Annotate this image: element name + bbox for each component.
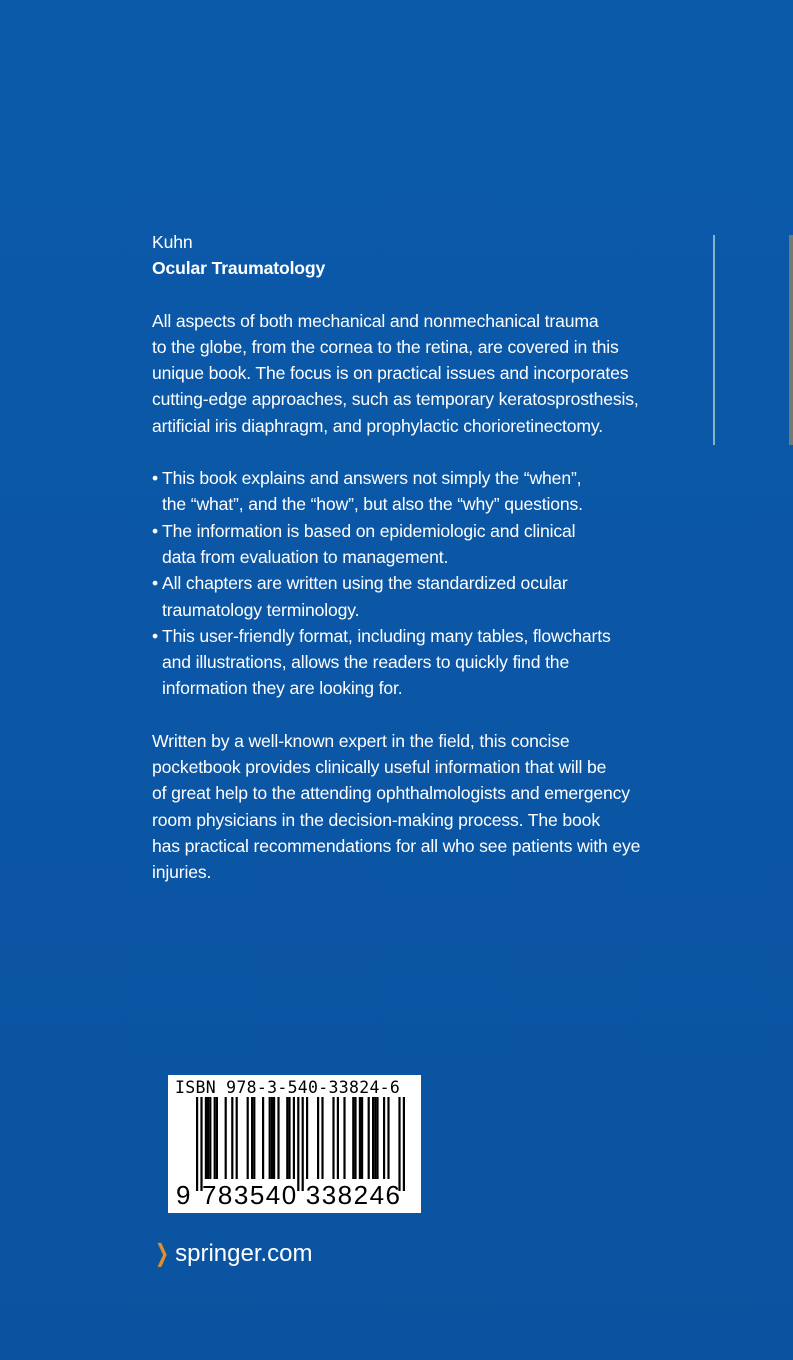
closing-line: pocketbook provides clinically useful information that will be bbox=[152, 757, 607, 778]
barcode-bar bbox=[354, 1097, 356, 1179]
book-title: Ocular Traumatology bbox=[152, 258, 326, 279]
barcode-bar bbox=[361, 1097, 363, 1179]
publisher-link[interactable] bbox=[152, 1238, 313, 1270]
barcode-bar bbox=[372, 1097, 374, 1179]
isbn-label: ISBN 978-3-540-33824-6 bbox=[175, 1078, 401, 1097]
barcode-bar bbox=[288, 1097, 290, 1179]
barcode-guard-bar bbox=[403, 1097, 405, 1191]
blurb-text-block bbox=[152, 229, 642, 886]
barcode-bar bbox=[209, 1097, 211, 1179]
intro-line: All aspects of both mechanical and nonmechanical trauma bbox=[152, 310, 599, 331]
barcode-bar bbox=[317, 1097, 319, 1179]
intro-paragraph bbox=[152, 308, 642, 439]
intro-line: unique book. The focus is on practical issues and incorporates bbox=[152, 363, 629, 384]
barcode-bar bbox=[321, 1097, 323, 1179]
barcode-bar bbox=[273, 1097, 275, 1179]
closing-paragraph bbox=[152, 728, 642, 886]
isbn-barcode bbox=[168, 1075, 421, 1213]
ean-digits bbox=[176, 1180, 402, 1211]
spine-divider bbox=[713, 235, 715, 445]
bullet-item: • This user-friendly format, including many tables, flowcharts and illustrations, allows the readers to quickly find the information they are looking for. bbox=[152, 623, 642, 702]
barcode-guard-bar bbox=[196, 1097, 198, 1191]
closing-line: Written by a well-known expert in the field, this concise bbox=[152, 730, 570, 751]
chevron-right-icon: ❯ bbox=[155, 1240, 170, 1267]
barcode-bar bbox=[207, 1097, 209, 1179]
barcode-bar bbox=[359, 1097, 361, 1179]
intro-line: cutting-edge approaches, such as temporary keratosprosthesis, bbox=[152, 389, 639, 410]
ean-left-group: 783540 bbox=[201, 1180, 298, 1210]
barcode-bar bbox=[293, 1097, 295, 1179]
bullet-item: • All chapters are written using the standardized ocular traumatology terminology. bbox=[152, 570, 642, 623]
cover-edge-stripe bbox=[789, 235, 793, 445]
barcode-bar bbox=[387, 1097, 389, 1179]
barcode-bar bbox=[253, 1097, 255, 1179]
barcode-bar bbox=[225, 1097, 227, 1179]
barcode-bar bbox=[231, 1097, 233, 1179]
barcode-guard-bar bbox=[302, 1097, 304, 1191]
barcode-bar bbox=[251, 1097, 253, 1179]
barcode-bar bbox=[247, 1097, 249, 1179]
barcode-guard-bar bbox=[398, 1097, 400, 1191]
barcode-guard-bar bbox=[200, 1097, 202, 1191]
barcode-bar bbox=[376, 1097, 378, 1179]
barcode-bar bbox=[352, 1097, 354, 1179]
feature-bullet-list bbox=[152, 465, 642, 702]
barcode-bar bbox=[286, 1097, 288, 1179]
barcode-guard-bar bbox=[297, 1097, 299, 1191]
barcode-bar bbox=[277, 1097, 279, 1179]
barcode-bar bbox=[262, 1097, 264, 1179]
publisher-url: springer.com bbox=[175, 1240, 313, 1267]
barcode-bar bbox=[343, 1097, 345, 1179]
closing-line: room physicians in the decision-making process. The book bbox=[152, 809, 600, 830]
intro-line: artificial iris diaphragm, and prophylactic chorioretinectomy. bbox=[152, 415, 603, 436]
closing-line: has practical recommendations for all who see patients with eye bbox=[152, 835, 641, 856]
bullet-item: • This book explains and answers not simply the “when”, the “what”, and the “how”, but also the “why” questions. bbox=[152, 465, 642, 518]
barcode-bar bbox=[306, 1097, 308, 1179]
barcode-bar bbox=[269, 1097, 271, 1179]
barcode-bar bbox=[236, 1097, 238, 1179]
barcode-bar bbox=[214, 1097, 216, 1179]
bullet-item: • The information is based on epidemiologic and clinical data from evaluation to management. bbox=[152, 518, 642, 571]
barcode-bar bbox=[374, 1097, 376, 1179]
barcode-bar bbox=[383, 1097, 385, 1179]
barcode-bar bbox=[205, 1097, 207, 1179]
closing-line: injuries. bbox=[152, 862, 212, 883]
barcode-bar bbox=[368, 1097, 370, 1179]
barcode-bar bbox=[216, 1097, 218, 1179]
ean-first-digit: 9 bbox=[176, 1180, 192, 1210]
barcode-bar bbox=[332, 1097, 334, 1179]
barcode-bar bbox=[337, 1097, 339, 1179]
closing-line: of great help to the attending ophthalmologists and emergency bbox=[152, 783, 630, 804]
barcode-bar bbox=[271, 1097, 273, 1179]
ean-right-group: 338246 bbox=[305, 1180, 402, 1210]
author-name: Kuhn bbox=[152, 232, 193, 252]
intro-line: to the globe, from the cornea to the retina, are covered in this bbox=[152, 336, 619, 357]
